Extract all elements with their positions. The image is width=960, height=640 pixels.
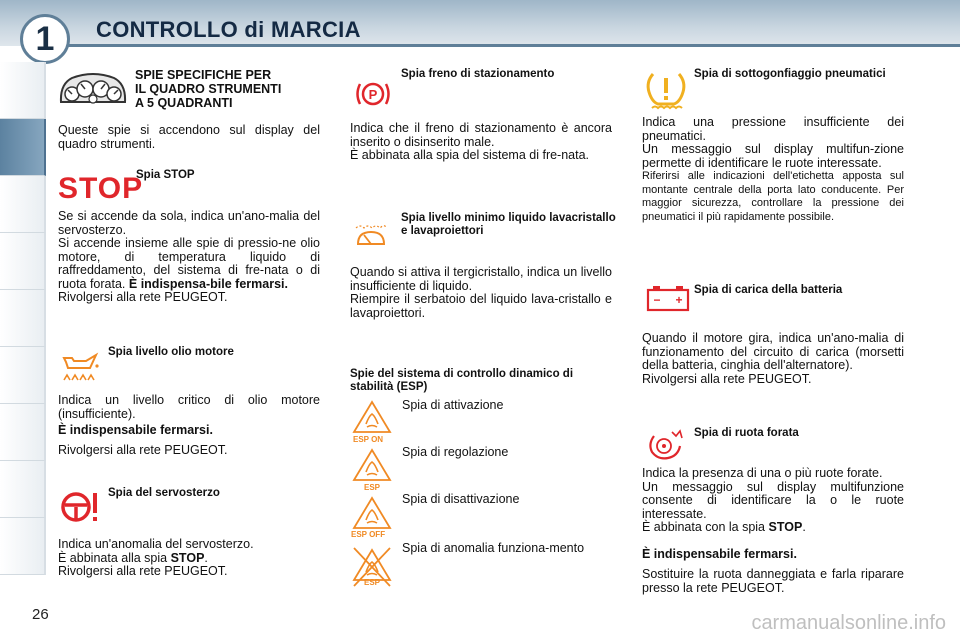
esp-on-icon-label: ESP ON (353, 435, 384, 444)
esp-regulation-label: Spia di regolazione (402, 445, 509, 459)
power-steering-title: Spia del servosterzo (108, 487, 220, 499)
esp-regulation-icon-label: ESP (364, 483, 381, 492)
battery-title: Spia di carica della batteria (694, 284, 843, 296)
page-number: 26 (32, 606, 49, 623)
page-title: CONTROLLO di MARCIA (96, 17, 361, 42)
esp-fault-icon-label: ESP (364, 578, 381, 587)
battery-text: Quando il motore gira, indica un'ano-malia di funzionamento del circuito di carica (morsetti della batteria, cinghia dell'alternatore). Rivolgersi alla rete PEUGEOT. (642, 331, 904, 386)
parking-brake-text: Indica che il freno di stazionamento è ancora inserito o disinserito male. È abbinata alla spia del sistema di fre-nata. (350, 121, 612, 162)
chapter-tab[interactable] (0, 233, 46, 290)
esp-fault-label: Spia di anomalia funziona-mento (402, 541, 585, 555)
svg-text:P: P (368, 87, 378, 102)
esp-regulation-icon (350, 448, 394, 488)
washer-fluid-title: Spia livello minimo liquido lavacristallo e lavaproiettori (401, 212, 616, 237)
chapter-tab[interactable] (0, 461, 46, 518)
battery-icon (646, 284, 690, 312)
stop-text: Se si accende da sola, indica un'ano-malia del servosterzo. Si accende insieme alle spie di pressio-ne olio motore, di temperatura liquido di raffreddamento, del sistema di fre-nata o di ruota forata. È indispensa-bile fermarsi. Rivolgersi alla rete PEUGEOT. (58, 209, 320, 304)
power-steering-icon (60, 488, 104, 526)
oil-level-title: Spia livello olio motore (108, 346, 234, 358)
chapter-tab-active[interactable] (0, 119, 46, 176)
tyre-pressure-title: Spia di sottogonfiaggio pneumatici (694, 68, 886, 80)
stop-title: Spia STOP (136, 169, 195, 181)
stop-warning-icon: STOP (58, 172, 144, 205)
tyre-pressure-text: Indica una pressione insufficiente dei pneumatici. Un messaggio sul display multifun-zione permette di identificare le ruote interessate. Riferirsi alle indicazioni dell'etichetta apposta sul montante centrale della porta lato conducente. Per maggior sicurezza, controllare la pressione dei pneumatici il più rapidamente possibile. (642, 115, 904, 223)
tyre-pressure-icon (644, 70, 688, 110)
esp-off-icon-label: ESP OFF (351, 530, 386, 539)
parking-brake-icon (352, 78, 394, 110)
esp-activation-label: Spia di attivazione (402, 398, 504, 412)
esp-section-title: Spie del sistema di controllo dinamico di stabilità (ESP) (350, 368, 574, 393)
oil-level-text2: Rivolgersi alla rete PEUGEOT. (58, 443, 228, 457)
instrument-cluster-icon (58, 72, 128, 106)
battery-minus-sign: − (653, 293, 661, 307)
intro-text: Queste spie si accendono sul display del quadro strumenti. (58, 123, 320, 151)
chapter-tab[interactable] (0, 404, 46, 461)
flat-tyre-bold: È indispensabile fermarsi. (642, 547, 797, 561)
oil-can-icon (60, 348, 100, 384)
flat-tyre-icon (646, 426, 686, 462)
flat-tyre-text2: Sostituire la ruota danneggiata e farla riparare presso la rete PEUGEOT. (642, 567, 904, 595)
oil-level-bold: È indispensabile fermarsi. (58, 423, 213, 437)
watermark: carmanualsonline.info (751, 612, 946, 634)
flat-tyre-title: Spia di ruota forata (694, 427, 799, 439)
chapter-tab[interactable] (0, 62, 46, 119)
parking-brake-title: Spia freno di stazionamento (401, 68, 555, 80)
section-title-specific-lights: SPIE SPECIFICHE PER IL QUADRO STRUMENTI A 5 QUADRANTI (135, 68, 282, 110)
chapter-tabs (0, 62, 46, 575)
flat-tyre-text: Indica la presenza di una o più ruote forate. Un messaggio sul display multifunzione consente di identificare la o le ruote interessate. È abbinata con la spia STOP. (642, 466, 904, 534)
chapter-tab[interactable] (0, 176, 46, 233)
battery-plus-sign: + (675, 293, 683, 307)
washer-fluid-text: Quando si attiva il tergicristallo, indica un livello insufficiente di liquido. Riempire il serbatoio del liquido lava-cristallo e lavaproiettori. (350, 265, 612, 320)
washer-fluid-icon (354, 218, 388, 250)
esp-deactivation-label: Spia di disattivazione (402, 492, 520, 506)
chapter-tab[interactable] (0, 290, 46, 347)
chapter-number-badge: 1 (20, 14, 70, 64)
oil-level-text: Indica un livello critico di olio motore (insufficiente). (58, 393, 320, 421)
power-steering-text: Indica un'anomalia del servosterzo. È abbinata alla spia STOP. Rivolgersi alla rete PEUGEOT. (58, 537, 254, 578)
chapter-tab[interactable] (0, 518, 46, 575)
chapter-tab[interactable] (0, 347, 46, 404)
header-rule (60, 44, 960, 47)
